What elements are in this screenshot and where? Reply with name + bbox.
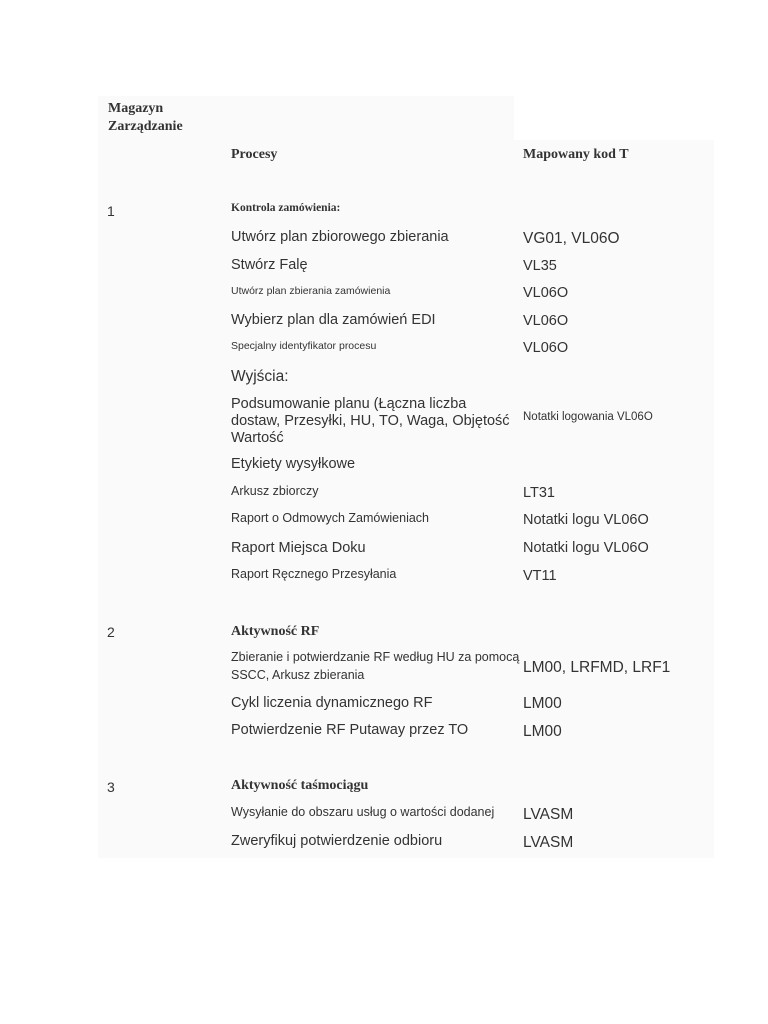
process-cell: Etykiety wysyłkowe	[231, 456, 356, 472]
process-cell: Wyjścia:	[231, 368, 289, 385]
process-cell: Arkusz zbiorczy	[231, 484, 319, 498]
code-cell: LVASM	[523, 806, 574, 823]
table-background	[98, 140, 714, 858]
document-title	[108, 100, 228, 136]
code-cell: LM00	[523, 723, 562, 740]
section-number: 1	[107, 203, 115, 219]
section-title: Aktywność taśmociągu	[231, 778, 369, 793]
process-cell: Specjalny identyfikator procesu	[231, 340, 377, 352]
code-cell: LT31	[523, 485, 555, 501]
process-cell: Raport Miejsca Doku	[231, 540, 366, 556]
process-cell: Utwórz plan zbierania zamówienia	[231, 285, 391, 297]
process-cell: Cykl liczenia dynamicznego RF	[231, 695, 433, 711]
code-cell: LVASM	[523, 834, 574, 851]
code-cell: LM00	[523, 695, 562, 712]
section-title: Kontrola zamówienia:	[231, 202, 341, 214]
code-cell: LM00, LRFMD, LRF1	[523, 659, 671, 676]
process-cell: Potwierdzenie RF Putaway przez TO	[231, 722, 469, 738]
header-processes: Procesy	[231, 147, 278, 162]
process-cell: Wybierz plan dla zamówień EDI	[231, 312, 436, 328]
section-number: 3	[107, 779, 115, 795]
process-cell: Zbieranie i potwierdzanie RF według HU za pomocą SSCC, Arkusz zbierania	[231, 650, 520, 682]
code-cell: VT11	[523, 568, 557, 584]
process-cell: Raport o Odmowych Zamówieniach	[231, 511, 429, 525]
code-cell: VL06O	[523, 313, 569, 329]
code-cell: Notatki logu VL06O	[523, 512, 649, 528]
process-cell: Zweryfikuj potwierdzenie odbioru	[231, 833, 443, 849]
code-cell: VL06O	[523, 340, 569, 356]
process-cell: Utwórz plan zbiorowego zbierania	[231, 229, 449, 245]
title-line-2: Zarządzanie	[108, 119, 183, 134]
header-mapped-code: Mapowany kod T	[523, 147, 629, 162]
code-cell: VL35	[523, 258, 557, 274]
section-title: Aktywność RF	[231, 624, 320, 639]
code-cell: VL06O	[523, 285, 569, 301]
section-number: 2	[107, 624, 115, 640]
process-cell: Podsumowanie planu (Łączna liczba dostaw, Przesyłki, HU, TO, Waga, Objętość Wartość	[231, 396, 510, 446]
code-cell: Notatki logowania VL06O	[523, 411, 653, 423]
title-line-1: Magazyn	[108, 101, 164, 116]
process-cell: Stwórz Falę	[231, 257, 308, 273]
code-cell: Notatki logu VL06O	[523, 540, 649, 556]
process-cell: Raport Ręcznego Przesyłania	[231, 567, 397, 581]
code-cell: VG01, VL06O	[523, 230, 620, 247]
process-cell: Wysyłanie do obszaru usług o wartości dodanej	[231, 805, 495, 819]
